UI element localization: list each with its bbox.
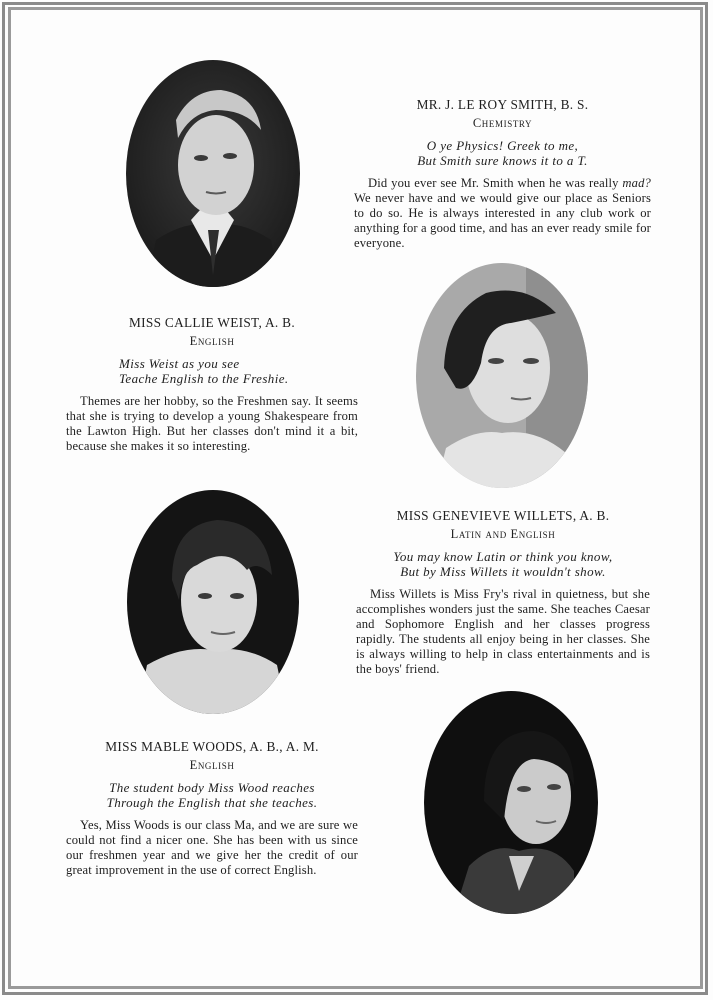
portrait-woods (424, 691, 598, 914)
portrait-woman-icon (416, 263, 588, 488)
teacher-description: Miss Willets is Miss Fry's rival in quietness, but she accomplishes wonders just the same. She teaches Caesar and Sophomore English and her classes progress rapidly. The students all enjoy being in her classes. She is always willing to help in class entertainments and is the boys' friend. (356, 587, 650, 676)
teacher-name: MISS GENEVIEVE WILLETS, A. B. (396, 508, 610, 523)
faculty-entry-willets (356, 507, 650, 677)
description-text: We never have and we would give our place as Seniors to do so. He is always interested in any club work or anything for a good time, and has an ever ready smile for everyone. (354, 191, 651, 250)
faculty-entry-smith (354, 96, 651, 251)
teacher-name: MISS CALLIE WEIST, A. B. (129, 315, 295, 330)
portrait-smith (126, 60, 300, 287)
verse-line: The student body Miss Wood reaches (109, 780, 315, 795)
teacher-subject: Chemistry (472, 116, 533, 130)
portrait-man-icon (126, 60, 300, 287)
teacher-subject: English (189, 334, 235, 348)
teacher-verse (354, 138, 651, 168)
verse-line: But by Miss Willets it wouldn't show. (400, 564, 606, 579)
teacher-verse (66, 780, 358, 810)
portrait-weist (416, 263, 588, 488)
teacher-verse (356, 549, 650, 579)
verse-line: But Smith sure knows it to a T. (417, 153, 588, 168)
teacher-description: Themes are her hobby, so the Freshmen say. It seems that she is trying to develop a young Shakespeare from the Lawton High. But her classes don't mind it a bit, because she makes it so interesting. (66, 394, 358, 453)
description-emphasis: mad? (622, 176, 651, 190)
teacher-description: Yes, Miss Woods is our class Ma, and we are sure we could not find a nicer one. She has been with us since our freshmen year and we give her the credit of our great improvement in the use of correct English. (66, 818, 358, 877)
teacher-name: MISS MABLE WOODS, A. B., A. M. (105, 739, 319, 754)
faculty-entry-woods (66, 738, 358, 878)
verse-line: You may know Latin or think you know, (393, 549, 613, 564)
portrait-woman-icon (424, 691, 598, 914)
verse-line: Through the English that she teaches. (106, 795, 318, 810)
portrait-woman-icon (127, 490, 299, 714)
verse-line: O ye Physics! Greek to me, (426, 138, 579, 153)
portrait-willets (127, 490, 299, 714)
faculty-entry-weist (66, 314, 358, 454)
teacher-description (354, 176, 651, 251)
description-text: Did you ever see Mr. Smith when he was really (368, 176, 623, 190)
teacher-name: MR. J. LE ROY SMITH, B. S. (416, 97, 589, 112)
teacher-subject: English (189, 758, 235, 772)
teacher-verse (66, 356, 358, 386)
teacher-subject: Latin and English (450, 527, 556, 541)
verse-line: Miss Weist as you see (119, 356, 240, 371)
verse-line: Teache English to the Freshie. (119, 371, 289, 386)
